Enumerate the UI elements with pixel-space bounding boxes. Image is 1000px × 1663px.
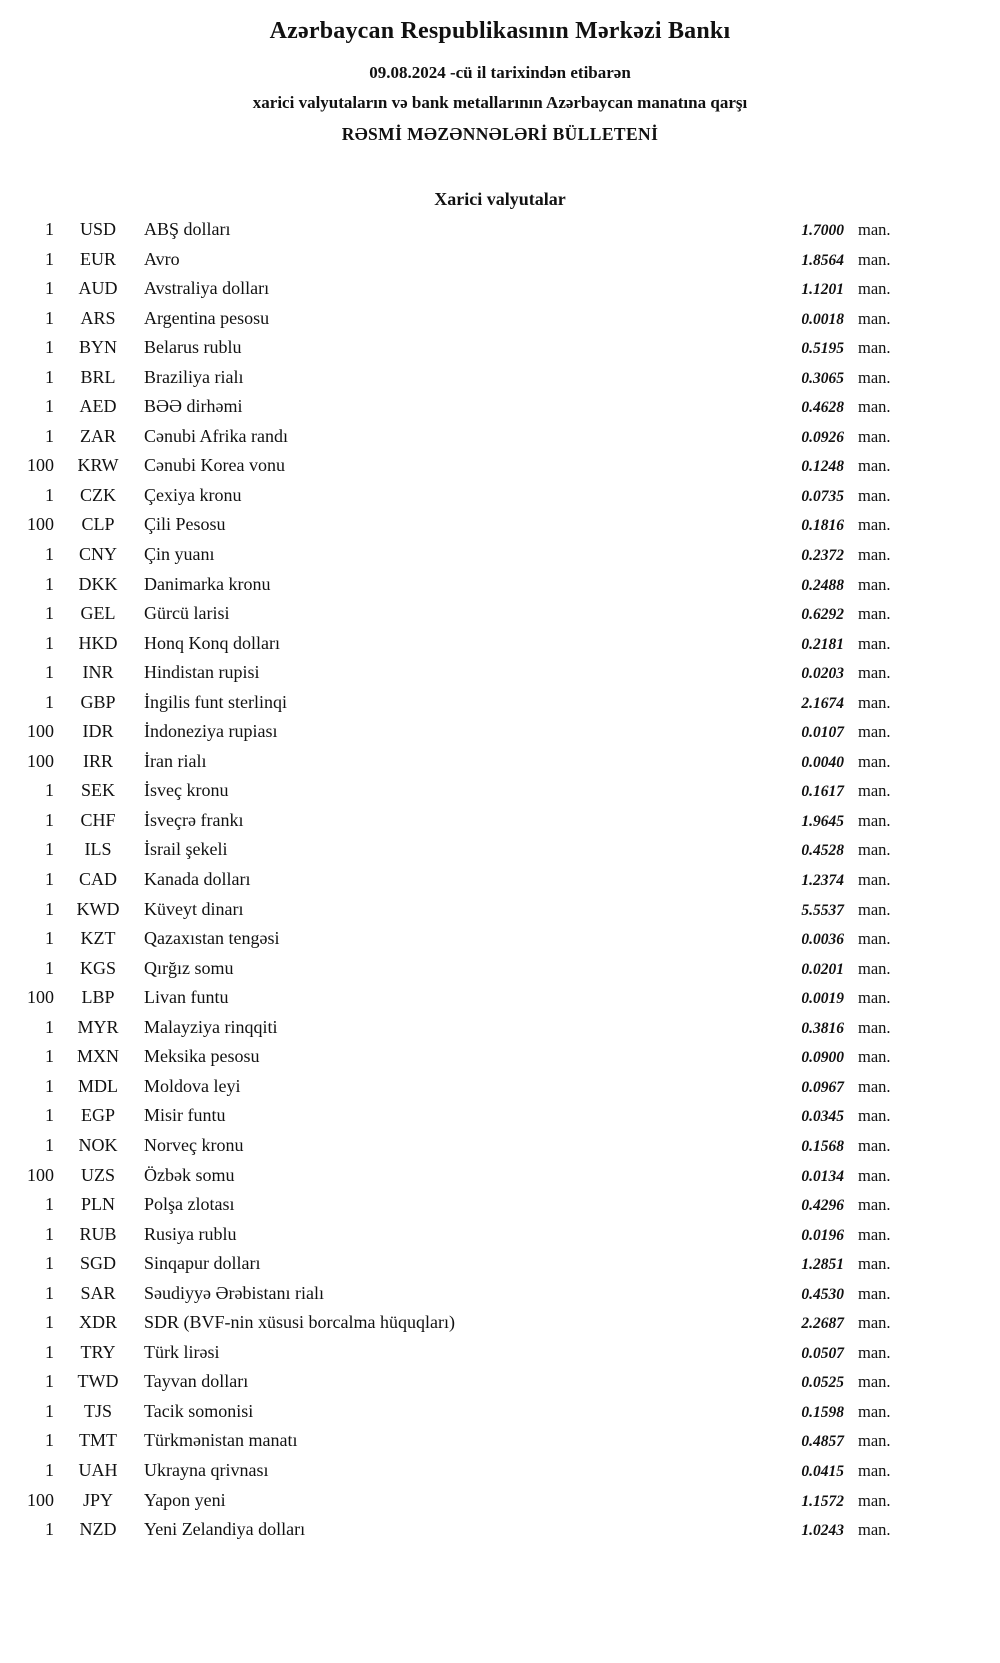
row-unit-label: man. xyxy=(858,1342,891,1362)
row-quantity: 1 xyxy=(45,1134,54,1155)
table-row xyxy=(8,396,906,426)
table-row xyxy=(8,1312,906,1342)
row-currency-code: BRL xyxy=(80,366,116,387)
table-row xyxy=(8,869,906,899)
row-rate: 0.5195 xyxy=(801,340,844,358)
row-quantity: 1 xyxy=(45,1046,54,1067)
row-rate: 0.3816 xyxy=(801,1019,844,1037)
row-unit-label: man. xyxy=(858,308,891,328)
rates-table xyxy=(8,219,906,1549)
row-unit-label: man. xyxy=(858,899,891,919)
row-rate: 0.3065 xyxy=(801,369,844,387)
row-unit-label: man. xyxy=(858,397,891,417)
row-unit-label: man. xyxy=(858,1431,891,1451)
table-row xyxy=(8,514,906,544)
row-currency-name: Belarus rublu xyxy=(144,337,242,358)
row-currency-name: Yapon yeni xyxy=(144,1489,226,1510)
row-currency-code: ILS xyxy=(84,839,112,860)
row-rate: 0.4296 xyxy=(801,1197,844,1215)
row-rate: 1.8564 xyxy=(801,251,844,269)
table-row xyxy=(8,633,906,663)
row-quantity: 1 xyxy=(45,1194,54,1215)
row-unit-label: man. xyxy=(858,604,891,624)
row-currency-name: Qırğız somu xyxy=(144,957,234,978)
table-row xyxy=(8,662,906,692)
row-quantity: 1 xyxy=(45,1016,54,1037)
row-currency-code: TJS xyxy=(83,1400,112,1421)
row-rate: 0.1816 xyxy=(801,517,844,535)
table-row xyxy=(8,1342,906,1372)
row-currency-code: SEK xyxy=(80,780,115,801)
table-row xyxy=(8,810,906,840)
row-currency-code: IRR xyxy=(82,750,113,771)
row-quantity: 1 xyxy=(45,544,54,565)
row-currency-code: TWD xyxy=(77,1371,119,1392)
row-unit-label: man. xyxy=(858,929,891,949)
row-rate: 0.0507 xyxy=(801,1344,844,1362)
row-currency-name: Avro xyxy=(144,248,180,269)
row-currency-code: MDL xyxy=(78,1075,118,1096)
row-quantity: 1 xyxy=(45,1105,54,1126)
table-row xyxy=(8,780,906,810)
row-unit-label: man. xyxy=(858,1195,891,1215)
table-row xyxy=(8,1371,906,1401)
row-currency-name: Argentina pesosu xyxy=(144,307,270,328)
row-rate: 0.0525 xyxy=(801,1374,844,1392)
row-rate: 0.0967 xyxy=(801,1078,844,1096)
row-currency-code: ARS xyxy=(80,307,116,328)
row-unit-label: man. xyxy=(858,633,891,653)
row-quantity: 1 xyxy=(45,1075,54,1096)
table-row xyxy=(8,1105,906,1135)
effective-date-line: 09.08.2024 -cü il tarixindən etibarən xyxy=(369,63,631,82)
row-unit-label: man. xyxy=(858,663,891,683)
row-quantity: 1 xyxy=(45,1312,54,1333)
row-unit-label: man. xyxy=(858,840,891,860)
row-quantity: 1 xyxy=(45,809,54,830)
row-quantity: 1 xyxy=(45,248,54,269)
row-currency-name: Qazaxıstan tengəsi xyxy=(144,928,280,949)
row-currency-name: Cənubi Korea vonu xyxy=(144,455,285,476)
row-rate: 0.0036 xyxy=(801,931,844,949)
table-row xyxy=(8,839,906,869)
row-quantity: 1 xyxy=(45,337,54,358)
row-rate: 0.4530 xyxy=(801,1285,844,1303)
row-currency-code: SGD xyxy=(79,1253,116,1274)
row-rate: 0.0415 xyxy=(801,1462,844,1480)
row-quantity: 100 xyxy=(27,721,54,742)
row-currency-name: BƏƏ dirhəmi xyxy=(144,396,243,417)
row-currency-code: ZAR xyxy=(80,425,116,446)
table-row xyxy=(8,751,906,781)
row-unit-label: man. xyxy=(858,1313,891,1333)
row-currency-name: Misir funtu xyxy=(144,1105,226,1126)
row-rate: 0.0735 xyxy=(801,487,844,505)
row-unit-label: man. xyxy=(858,1076,891,1096)
table-row xyxy=(8,1283,906,1313)
row-rate: 0.1617 xyxy=(801,783,844,801)
table-row xyxy=(8,1490,906,1520)
row-currency-code: KZT xyxy=(80,928,116,949)
row-quantity: 1 xyxy=(45,573,54,594)
row-currency-name: Kanada dolları xyxy=(144,869,251,890)
row-unit-label: man. xyxy=(858,810,891,830)
row-currency-code: USD xyxy=(79,219,116,239)
row-quantity: 1 xyxy=(45,1519,54,1540)
row-unit-label: man. xyxy=(858,1372,891,1392)
table-row xyxy=(8,1046,906,1076)
row-currency-name: Küveyt dinarı xyxy=(144,898,244,919)
row-currency-code: JPY xyxy=(82,1489,113,1510)
row-rate: 1.2851 xyxy=(801,1256,844,1274)
row-quantity: 1 xyxy=(45,1253,54,1274)
table-row xyxy=(8,1076,906,1106)
table-row xyxy=(8,603,906,633)
row-unit-label: man. xyxy=(858,574,891,594)
row-currency-code: LBP xyxy=(81,987,115,1008)
row-rate: 0.1248 xyxy=(801,458,844,476)
table-row xyxy=(8,721,906,751)
row-currency-name: Livan funtu xyxy=(144,987,229,1008)
table-row xyxy=(8,249,906,279)
row-currency-name: Avstraliya dolları xyxy=(144,278,270,299)
row-rate: 1.1572 xyxy=(801,1492,844,1510)
row-quantity: 100 xyxy=(27,455,54,476)
row-currency-name: Hindistan rupisi xyxy=(144,662,260,683)
row-currency-code: NOK xyxy=(78,1134,118,1155)
row-currency-name: İngilis funt sterlinqi xyxy=(144,691,287,712)
row-currency-code: GBP xyxy=(80,691,116,712)
row-rate: 1.1201 xyxy=(801,281,844,299)
row-unit-label: man. xyxy=(858,751,891,771)
row-currency-code: EUR xyxy=(80,248,116,269)
row-currency-code: CNY xyxy=(78,544,117,565)
row-currency-code: KWD xyxy=(76,898,120,919)
table-row xyxy=(8,426,906,456)
row-currency-code: TRY xyxy=(80,1341,116,1362)
table-row xyxy=(8,1430,906,1460)
row-unit-label: man. xyxy=(858,1165,891,1185)
row-currency-name: Rusiya rublu xyxy=(144,1223,237,1244)
row-quantity: 1 xyxy=(45,603,54,624)
row-unit-label: man. xyxy=(858,545,891,565)
row-unit-label: man. xyxy=(858,515,891,535)
row-quantity: 1 xyxy=(45,1371,54,1392)
row-unit-label: man. xyxy=(858,870,891,890)
row-currency-code: AUD xyxy=(78,278,118,299)
row-rate: 0.0196 xyxy=(801,1226,844,1244)
row-currency-name: Malayziya rinqqiti xyxy=(144,1016,278,1037)
row-rate: 0.0134 xyxy=(801,1167,844,1185)
row-rate: 0.0203 xyxy=(801,665,844,683)
row-unit-label: man. xyxy=(858,426,891,446)
row-unit-label: man. xyxy=(858,1135,891,1155)
row-currency-code: DKK xyxy=(78,573,118,594)
row-rate: 0.4528 xyxy=(801,842,844,860)
row-rate: 0.0345 xyxy=(801,1108,844,1126)
row-quantity: 1 xyxy=(45,1400,54,1421)
row-currency-code: CAD xyxy=(78,869,117,890)
row-currency-code: HKD xyxy=(78,632,118,653)
table-row xyxy=(8,958,906,988)
row-rate: 0.4857 xyxy=(801,1433,844,1451)
row-quantity: 1 xyxy=(45,484,54,505)
row-currency-name: Ukrayna qrivnası xyxy=(144,1459,269,1480)
table-row xyxy=(8,308,906,338)
row-currency-name: Çin yuanı xyxy=(144,544,215,565)
row-quantity: 100 xyxy=(27,1489,54,1510)
row-rate: 0.0018 xyxy=(801,310,844,328)
row-currency-name: Tayvan dolları xyxy=(144,1371,249,1392)
row-rate: 0.0926 xyxy=(801,428,844,446)
row-rate: 0.4628 xyxy=(801,399,844,417)
row-unit-label: man. xyxy=(858,338,891,358)
row-currency-name: Sinqapur dolları xyxy=(144,1253,261,1274)
row-quantity: 1 xyxy=(45,1459,54,1480)
row-currency-code: CLP xyxy=(81,514,115,535)
row-unit-label: man. xyxy=(858,781,891,801)
table-row xyxy=(8,1135,906,1165)
row-quantity: 1 xyxy=(45,780,54,801)
row-currency-name: İran rialı xyxy=(144,750,207,771)
row-unit-label: man. xyxy=(858,1017,891,1037)
row-unit-label: man. xyxy=(858,1520,891,1540)
row-rate: 0.0201 xyxy=(801,960,844,978)
table-row xyxy=(8,455,906,485)
row-quantity: 1 xyxy=(45,1223,54,1244)
row-quantity: 1 xyxy=(45,632,54,653)
row-unit-label: man. xyxy=(858,279,891,299)
row-currency-code: UAH xyxy=(78,1459,118,1480)
row-quantity: 1 xyxy=(45,366,54,387)
row-rate: 1.0243 xyxy=(801,1522,844,1540)
row-unit-label: man. xyxy=(858,1106,891,1126)
table-row xyxy=(8,1460,906,1490)
section-title-foreign-currencies: Xarici valyutalar xyxy=(434,189,566,209)
scope-line: xarici valyutaların və bank metallarının Azərbaycan manatına qarşı xyxy=(252,93,748,112)
table-row xyxy=(8,1194,906,1224)
row-rate: 0.0900 xyxy=(801,1049,844,1067)
row-quantity: 1 xyxy=(45,307,54,328)
row-quantity: 1 xyxy=(45,898,54,919)
bulletin-title: RƏSMİ MƏZƏNNƏLƏRİ BÜLLETENİ xyxy=(341,124,659,144)
row-rate: 2.2687 xyxy=(801,1315,844,1333)
row-quantity: 1 xyxy=(45,662,54,683)
row-unit-label: man. xyxy=(858,1401,891,1421)
row-rate: 1.2374 xyxy=(801,872,844,890)
row-currency-name: Yeni Zelandiya dolları xyxy=(144,1519,306,1540)
row-unit-label: man. xyxy=(858,1254,891,1274)
row-currency-code: UZS xyxy=(80,1164,115,1185)
row-currency-name: Cənubi Afrika randı xyxy=(144,425,288,446)
row-rate: 0.2372 xyxy=(801,547,844,565)
table-row xyxy=(8,1165,906,1195)
row-currency-name: SDR (BVF-nin xüsusi borcalma hüquqları) xyxy=(144,1312,455,1333)
row-unit-label: man. xyxy=(858,1224,891,1244)
row-rate: 0.1568 xyxy=(801,1137,844,1155)
row-currency-name: Tacik somonisi xyxy=(144,1400,254,1421)
row-unit-label: man. xyxy=(858,722,891,742)
row-currency-name: İndoneziya rupiası xyxy=(144,721,278,742)
row-quantity: 1 xyxy=(45,396,54,417)
table-row xyxy=(8,987,906,1017)
row-currency-name: İsrail şekeli xyxy=(144,839,228,860)
row-unit-label: man. xyxy=(858,1490,891,1510)
table-row xyxy=(8,1017,906,1047)
row-rate: 0.2181 xyxy=(801,635,844,653)
table-row xyxy=(8,1401,906,1431)
table-row xyxy=(8,337,906,367)
row-unit-label: man. xyxy=(858,485,891,505)
row-currency-code: CZK xyxy=(80,484,116,505)
row-currency-name: ABŞ dolları xyxy=(144,219,231,239)
row-currency-code: KRW xyxy=(77,455,119,476)
row-currency-name: Səudiyyə Ərəbistanı rialı xyxy=(144,1282,324,1303)
row-quantity: 100 xyxy=(27,750,54,771)
row-rate: 0.2488 xyxy=(801,576,844,594)
table-row xyxy=(8,928,906,958)
row-currency-code: MXN xyxy=(76,1046,119,1067)
row-quantity: 1 xyxy=(45,278,54,299)
table-row xyxy=(8,1519,906,1549)
row-rate: 0.1598 xyxy=(801,1403,844,1421)
row-unit-label: man. xyxy=(858,1283,891,1303)
row-currency-code: INR xyxy=(82,662,114,683)
row-rate: 1.7000 xyxy=(801,222,844,239)
row-unit-label: man. xyxy=(858,367,891,387)
row-quantity: 100 xyxy=(27,987,54,1008)
row-currency-name: Polşa zlotası xyxy=(144,1194,235,1215)
page-title: Azərbaycan Respublikasının Mərkəzi Bankı xyxy=(269,18,731,44)
row-unit-label: man. xyxy=(858,692,891,712)
row-rate: 0.0107 xyxy=(801,724,844,742)
row-currency-code: XDR xyxy=(78,1312,117,1333)
row-currency-name: Honq Konq dolları xyxy=(144,632,280,653)
row-quantity: 1 xyxy=(45,1341,54,1362)
row-currency-name: Gürcü larisi xyxy=(144,603,230,624)
row-currency-name: İsveçrə frankı xyxy=(144,809,244,830)
table-row xyxy=(8,367,906,397)
row-quantity: 1 xyxy=(45,839,54,860)
table-row xyxy=(8,692,906,722)
table-row xyxy=(8,1253,906,1283)
row-currency-name: Braziliya rialı xyxy=(144,366,244,387)
row-currency-code: IDR xyxy=(82,721,114,742)
table-row xyxy=(8,485,906,515)
row-quantity: 1 xyxy=(45,691,54,712)
table-row xyxy=(8,278,906,308)
row-currency-code: KGS xyxy=(79,957,116,978)
row-currency-name: Norveç kronu xyxy=(144,1134,244,1155)
row-quantity: 100 xyxy=(27,514,54,535)
table-row xyxy=(8,219,906,249)
row-quantity: 1 xyxy=(45,219,54,239)
row-rate: 2.1674 xyxy=(801,694,844,712)
row-currency-code: SAR xyxy=(80,1282,116,1303)
row-currency-code: PLN xyxy=(80,1194,115,1215)
row-currency-name: Türkmənistan manatı xyxy=(144,1430,298,1451)
table-row xyxy=(8,899,906,929)
row-currency-code: MYR xyxy=(77,1016,119,1037)
row-unit-label: man. xyxy=(858,1047,891,1067)
row-quantity: 100 xyxy=(27,1164,54,1185)
row-unit-label: man. xyxy=(858,456,891,476)
row-currency-name: Çili Pesosu xyxy=(144,514,226,535)
row-rate: 5.5537 xyxy=(801,901,844,919)
table-row xyxy=(8,1224,906,1254)
row-currency-name: Meksika pesosu xyxy=(144,1046,260,1067)
row-unit-label: man. xyxy=(858,1460,891,1480)
row-quantity: 1 xyxy=(45,425,54,446)
table-row xyxy=(8,544,906,574)
row-unit-label: man. xyxy=(858,220,891,239)
row-currency-code: GEL xyxy=(80,603,116,624)
row-unit-label: man. xyxy=(858,958,891,978)
row-currency-code: BYN xyxy=(78,337,117,358)
row-currency-code: NZD xyxy=(79,1519,117,1540)
row-quantity: 1 xyxy=(45,869,54,890)
row-unit-label: man. xyxy=(858,988,891,1008)
row-currency-name: Moldova leyi xyxy=(144,1075,241,1096)
row-unit-label: man. xyxy=(858,249,891,269)
row-currency-code: TMT xyxy=(79,1430,117,1451)
row-currency-name: Danimarka kronu xyxy=(144,573,271,594)
row-rate: 1.9645 xyxy=(801,812,844,830)
row-quantity: 1 xyxy=(45,928,54,949)
row-rate: 0.0019 xyxy=(801,990,844,1008)
row-currency-code: AED xyxy=(79,396,117,417)
row-currency-code: CHF xyxy=(80,809,116,830)
row-currency-name: İsveç kronu xyxy=(144,780,229,801)
row-quantity: 1 xyxy=(45,957,54,978)
table-row xyxy=(8,574,906,604)
row-currency-name: Çexiya kronu xyxy=(144,484,242,505)
row-currency-name: Özbək somu xyxy=(144,1164,235,1185)
row-quantity: 1 xyxy=(45,1430,54,1451)
row-currency-name: Türk lirəsi xyxy=(144,1341,220,1362)
row-rate: 0.6292 xyxy=(801,606,844,624)
row-quantity: 1 xyxy=(45,1282,54,1303)
row-rate: 0.0040 xyxy=(801,753,844,771)
row-currency-code: RUB xyxy=(79,1223,117,1244)
row-currency-code: EGP xyxy=(80,1105,115,1126)
